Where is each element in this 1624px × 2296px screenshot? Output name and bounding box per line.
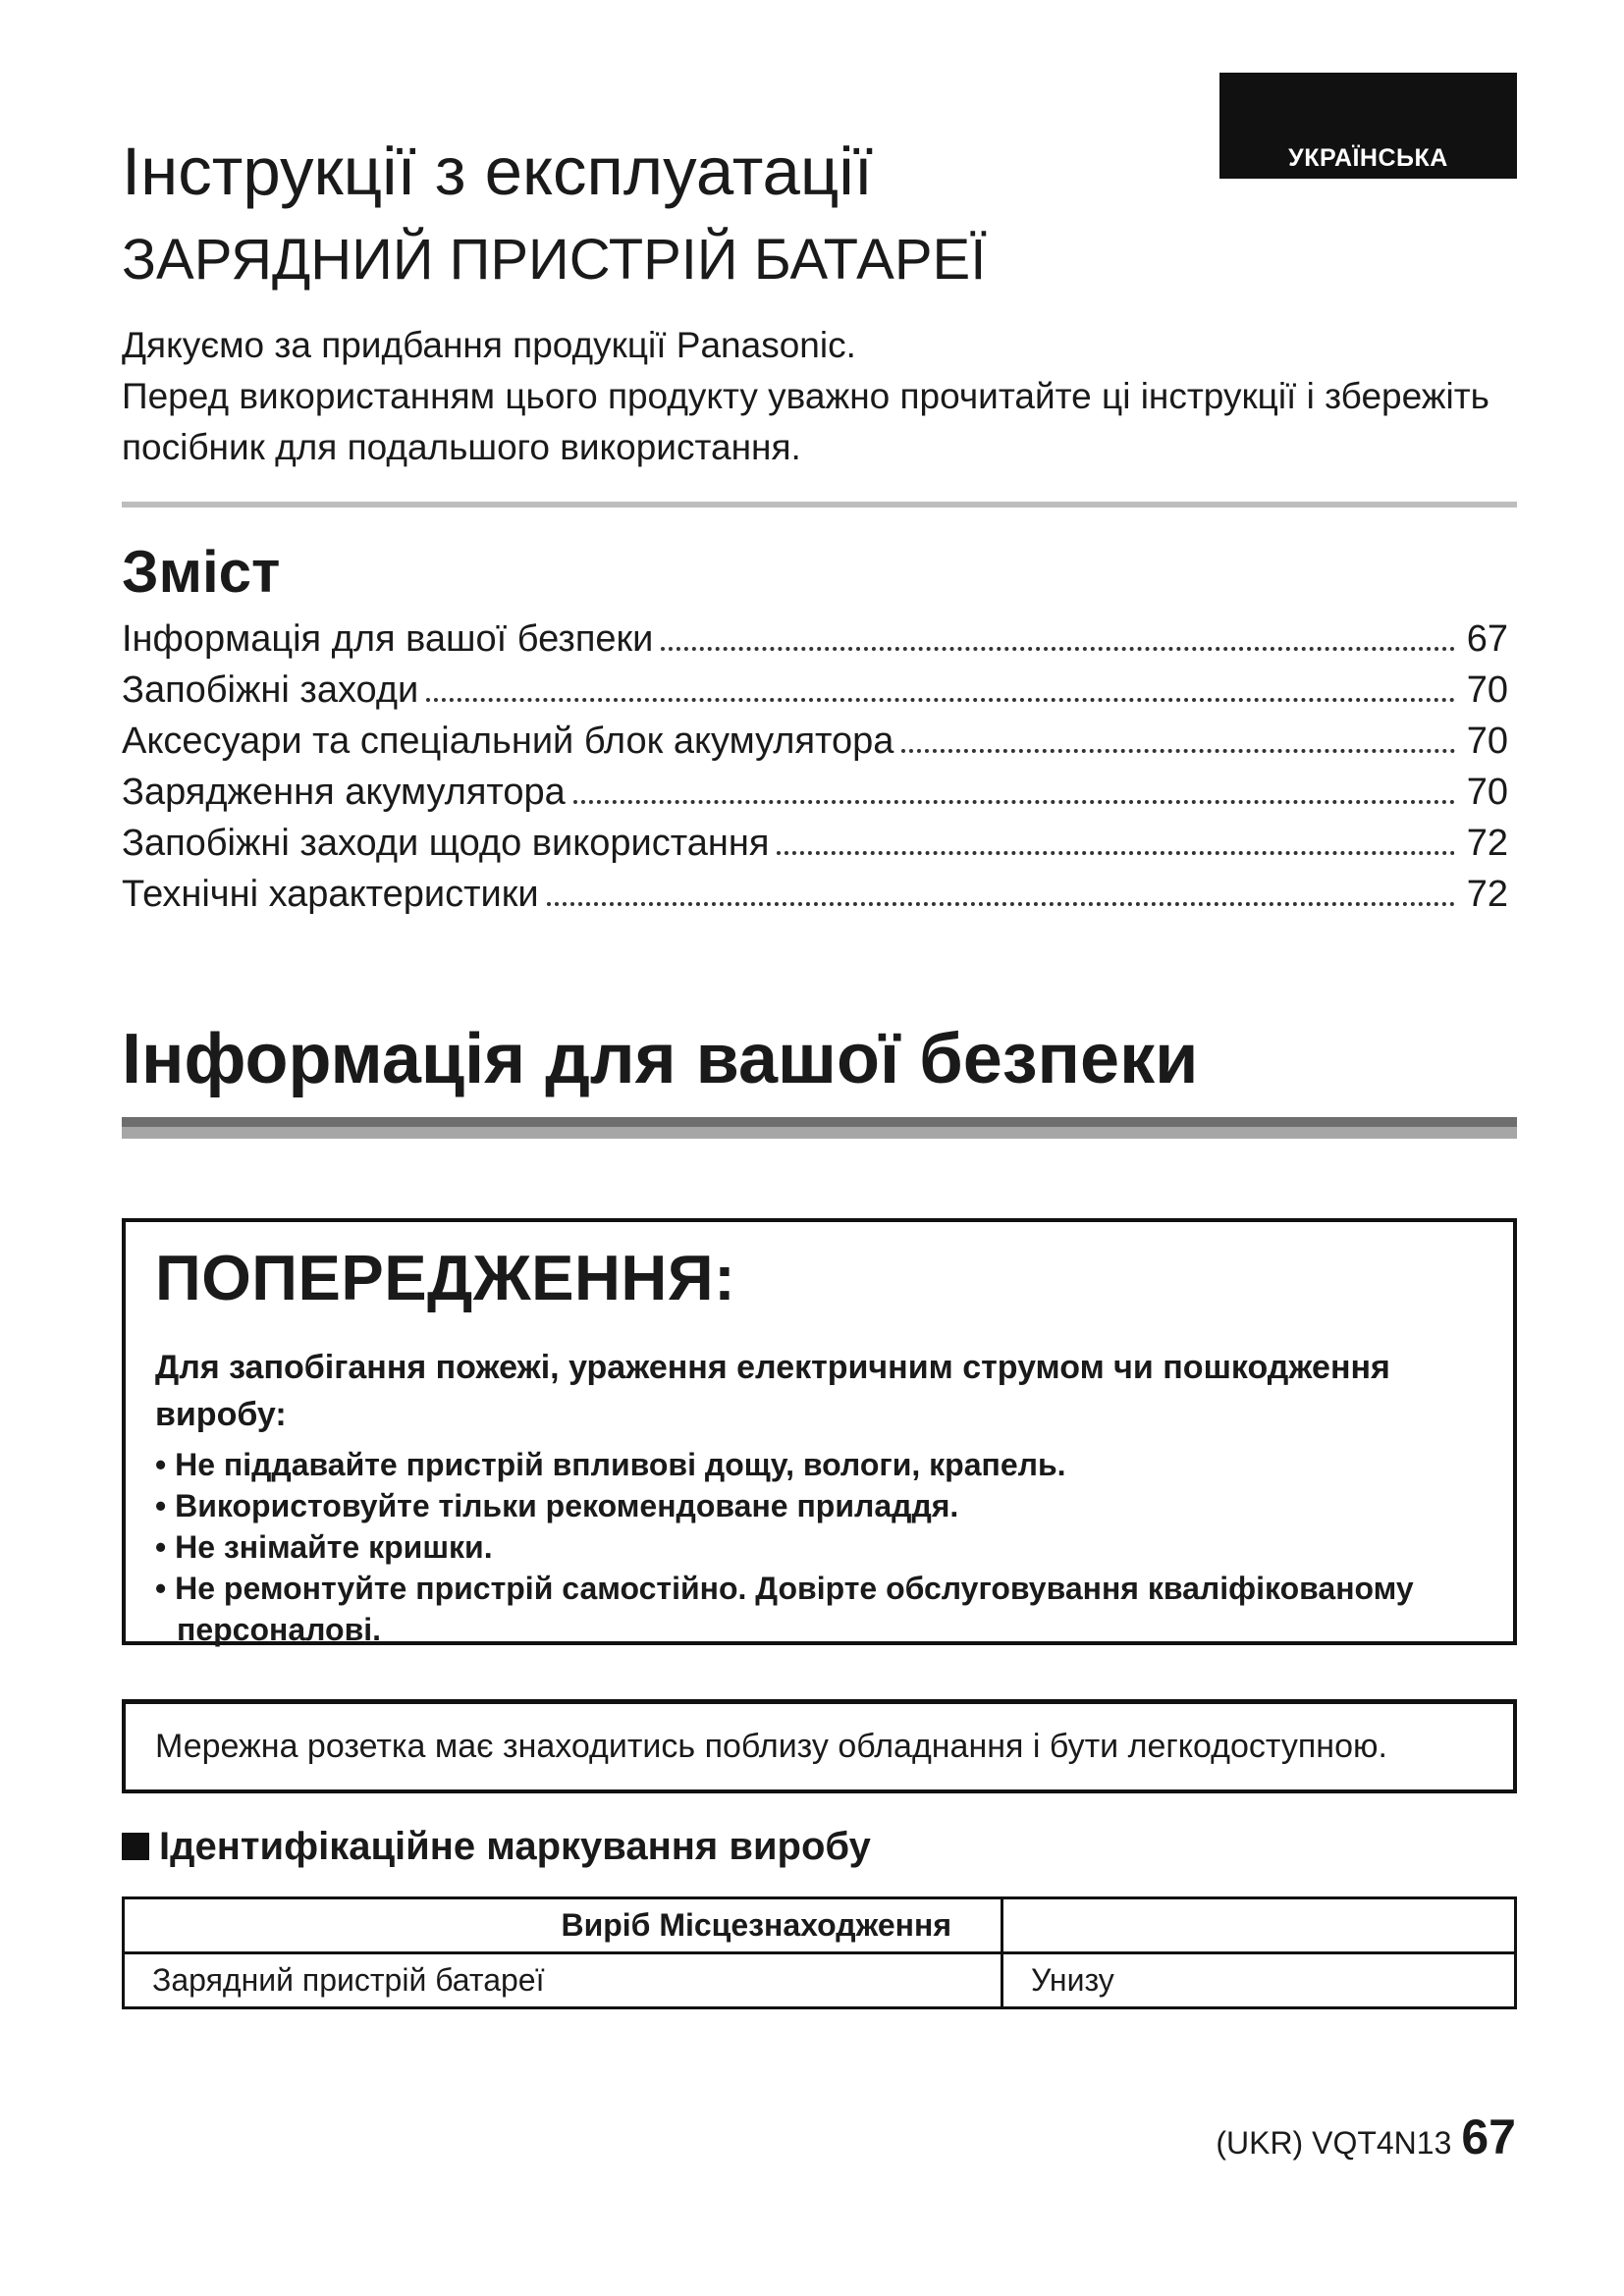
toc-item-page: 70	[1466, 772, 1508, 813]
table-row	[124, 1953, 1516, 2008]
table-header-cell-empty	[1002, 1898, 1516, 1953]
identification-table	[122, 1896, 1517, 2009]
section-divider	[122, 1117, 1517, 1139]
warning-lead: Для запобігання пожежі, ураження електричним струмом чи пошкодження виробу:	[155, 1349, 1390, 1433]
toc-item[interactable]	[122, 669, 1508, 721]
toc-item-page: 67	[1466, 618, 1508, 660]
toc-item-label: Аксесуари та спеціальний блок акумулятора	[122, 721, 894, 762]
toc-item-label: Запобіжні заходи	[122, 669, 419, 711]
toc-item[interactable]	[122, 721, 1508, 772]
toc-item[interactable]	[122, 823, 1508, 874]
warning-item: • Використовуйте тільки рекомендоване приладдя.	[155, 1488, 959, 1523]
intro-line-1: Дякуємо за придбання продукції Panasonic.	[122, 325, 856, 365]
identification-heading-text: Ідентифікаційне маркування виробу	[159, 1825, 871, 1868]
dot-leader	[547, 902, 1455, 906]
square-bullet-icon	[122, 1833, 149, 1860]
language-tab: УКРАЇНСЬКА	[1219, 73, 1517, 179]
page-number: 67	[1461, 2109, 1516, 2164]
toc-heading: Зміст	[122, 539, 281, 605]
warning-item: • Не знімайте кришки.	[155, 1529, 493, 1565]
toc-item-page: 72	[1466, 874, 1508, 915]
document-title: Інструкції з експлуатації	[122, 133, 873, 209]
warning-item: • Не піддавайте пристрій впливові дощу, вологи, крапель.	[155, 1447, 1066, 1482]
warning-item: • Не ремонтуйте пристрій самостійно. Довірте обслуговування кваліфікованому персоналові.	[155, 1571, 1414, 1647]
identification-heading	[122, 1827, 871, 1866]
toc-item[interactable]	[122, 618, 1508, 669]
dot-leader	[573, 800, 1455, 804]
document-subtitle: ЗАРЯДНИЙ ПРИСТРІЙ БАТАРЕЇ	[122, 228, 987, 292]
toc-item-page: 72	[1466, 823, 1508, 864]
location-cell: Унизу	[1002, 1953, 1516, 2008]
dot-leader	[777, 851, 1455, 855]
table-of-contents	[122, 618, 1508, 925]
toc-item-label: Інформація для вашої безпеки	[122, 618, 654, 660]
product-cell: Зарядний пристрій батареї	[124, 1953, 1002, 2008]
toc-item-label: Технічні характеристики	[122, 874, 539, 915]
toc-item-label: Запобіжні заходи щодо використання	[122, 823, 770, 864]
warning-box	[122, 1218, 1517, 1645]
section-heading: Інформація для вашої безпеки	[122, 1020, 1199, 1098]
table-header-cell: Виріб Місцезнаходження	[124, 1898, 1002, 1953]
toc-item[interactable]	[122, 874, 1508, 925]
dot-leader	[426, 698, 1455, 702]
intro-line-2: Перед використанням цього продукту уважно прочитайте ці інструкції і збережіть посібник для подальшого використання.	[122, 376, 1489, 467]
toc-item-page: 70	[1466, 669, 1508, 711]
toc-item[interactable]	[122, 772, 1508, 823]
intro-text	[122, 320, 1536, 473]
table-header-row	[124, 1898, 1516, 1953]
notice-text: Мережна розетка має знаходитись поблизу обладнання і бути легкодоступною.	[155, 1728, 1387, 1765]
divider	[122, 502, 1517, 507]
document-code: (UKR) VQT4N13	[1216, 2125, 1452, 2161]
page-footer	[1216, 2109, 1516, 2165]
warning-title: ПОПЕРЕДЖЕННЯ:	[155, 1242, 736, 1313]
notice-box	[122, 1699, 1517, 1793]
dot-leader	[901, 749, 1455, 753]
dot-leader	[661, 647, 1455, 651]
toc-item-label: Зарядження акумулятора	[122, 772, 566, 813]
warning-list	[155, 1444, 1474, 1650]
toc-item-page: 70	[1466, 721, 1508, 762]
